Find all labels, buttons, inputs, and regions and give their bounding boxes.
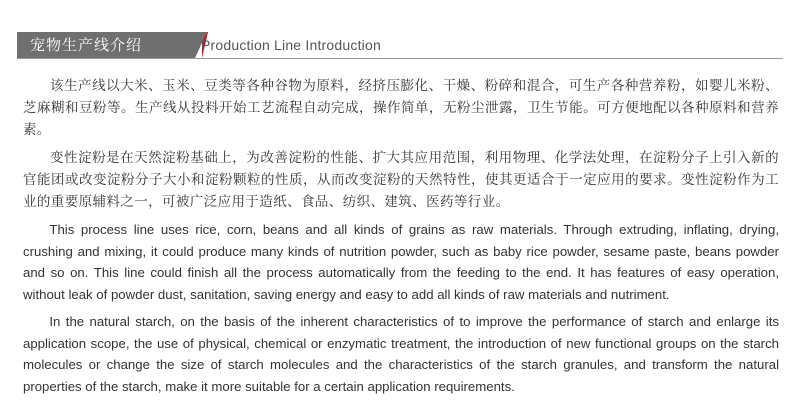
content-body <box>23 75 779 403</box>
paragraph-cn-2: 变性淀粉是在天然淀粉基础上，为改善淀粉的性能、扩大其应用范围，利用物理、化学法处理，在淀粉分子上引入新的官能团或改变淀粉分子大小和淀粉颗粒的性质，从而改变淀粉的天然特性，使其更适合于一定应用的要求。变性淀粉作为工业的重要原辅料之一，可被广泛应用于造纸、食品、纺织、建筑、医药等行业。 <box>23 150 779 210</box>
header-tab <box>17 32 195 58</box>
paragraph-cn-1: 该生产线以大米、玉米、豆类等各种谷物为原料，经挤压膨化、干燥、粉碎和混合，可生产各种营养粉，如婴儿米粉、芝麻糊和豆粉等。生产线从投料开始工艺流程自动完成，操作简单，无粉尘泄露，卫生节能。可方便地配以各种原料和营养素。 <box>23 78 779 138</box>
paragraph-en-2: In the natural starch, on the basis of the inherent characteristics of to improve the performance of starch and enlarge its application scope, the use of physical, chemical or enzymatic treatment, the introduction of new functional groups on the starch molecules or change the size of starch molecules and the characteristics of the starch granules, and transform the natural properties of the starch, make it more suitable for a certain application requirements. <box>23 314 779 394</box>
section-header <box>17 32 783 60</box>
header-title-en: Production Line Introduction <box>201 37 381 53</box>
header-title-cn: 宠物生产线介绍 <box>30 36 143 54</box>
paragraph-en-1: This process line uses rice, corn, beans and all kinds of grains as raw materials. Through extruding, inflating, drying, crushing and mixing, it could produce many kinds of nutrition powder, such as baby rice powder, sesame paste, beans powder and so on. This line could finish all the process automatically from the feeding to the end. It has features of easy operation, without leak of powder dust, sanitation, saving energy and easy to add all kinds of raw materials and nutriment. <box>23 222 779 302</box>
header-divider <box>17 58 783 59</box>
